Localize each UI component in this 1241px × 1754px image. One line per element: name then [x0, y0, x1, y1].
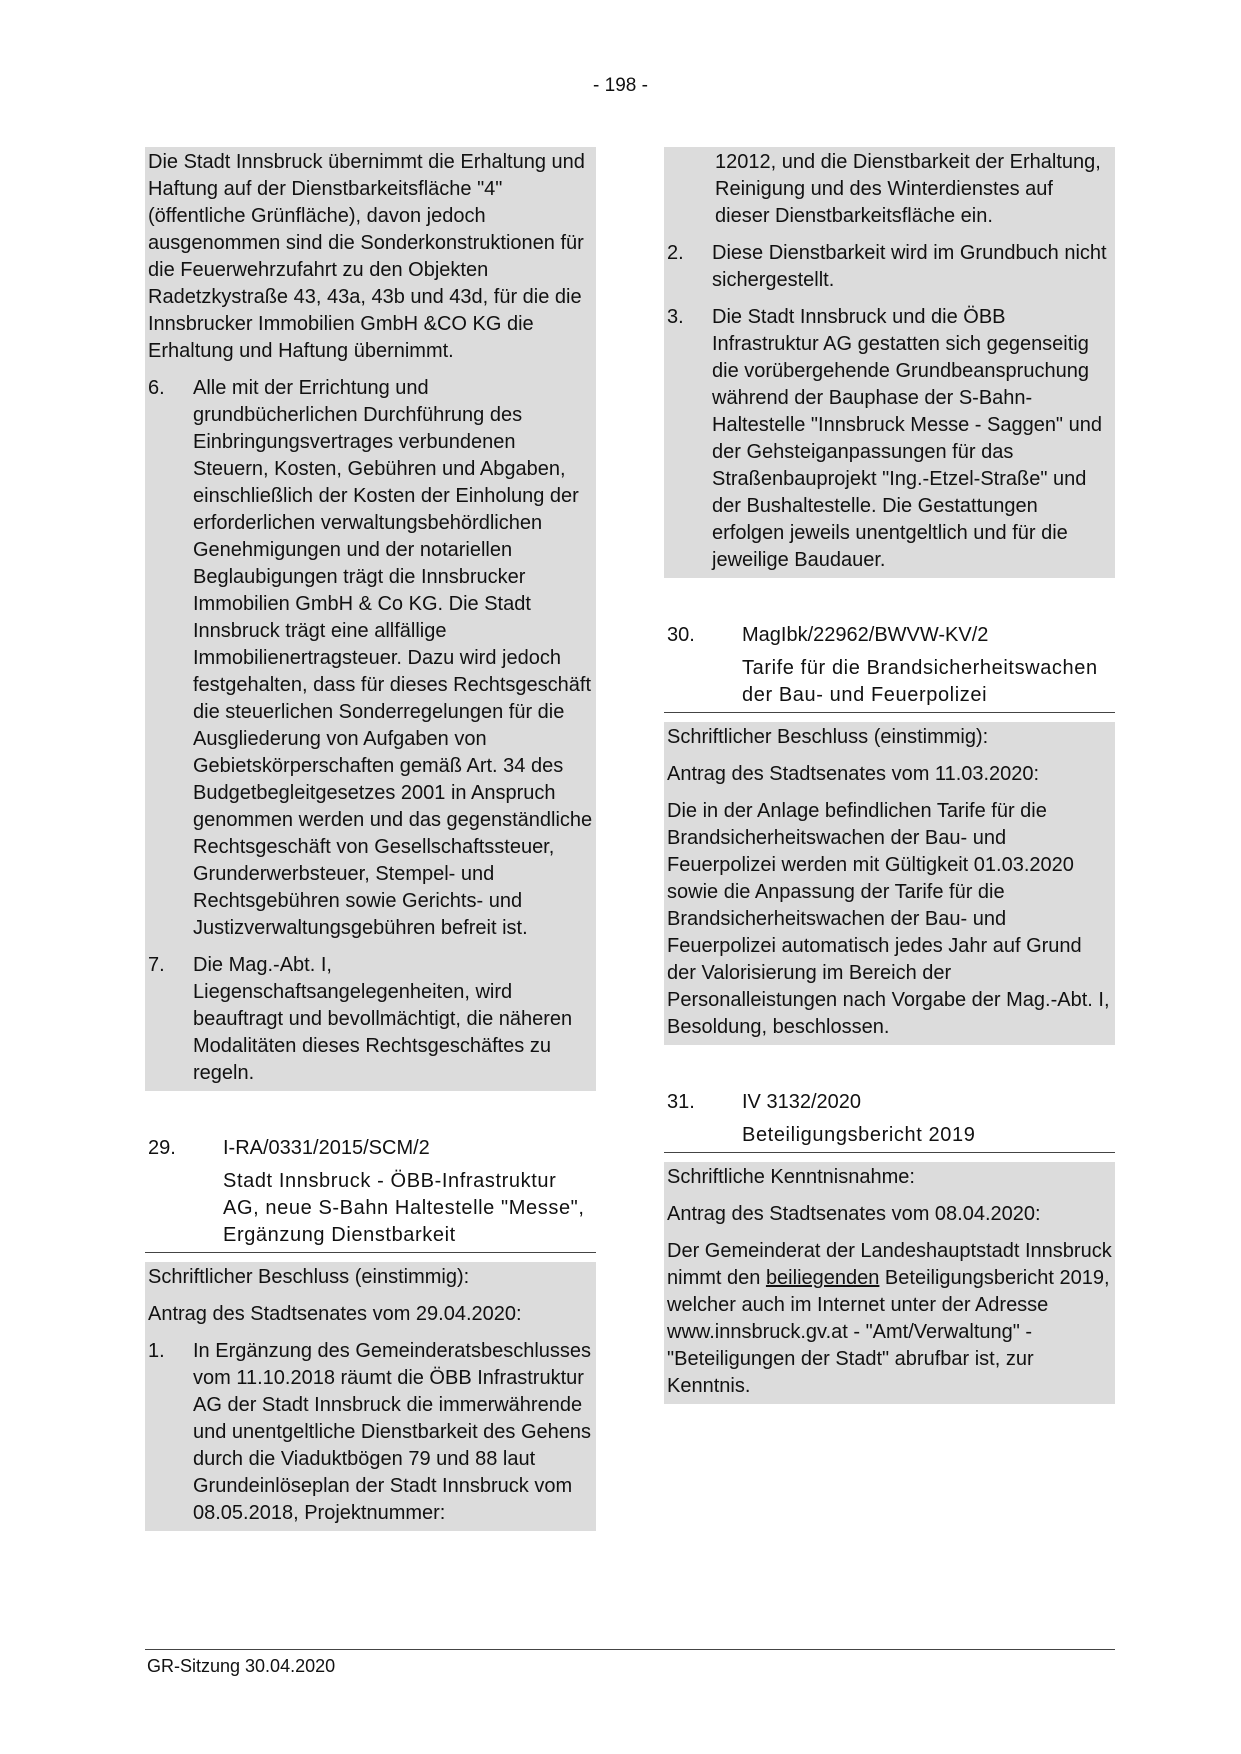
resolution-block	[664, 1162, 1115, 1404]
intro-paragraph: Die Stadt Innsbruck übernimmt die Erhaltung und Haftung auf der Dienstbarkeitsfläche "4" (öffentliche Grünfläche), davon jedoch ausgenommen sind die Sonderkonstruktionen für die Feuerwehrzufahrt zu den Objekten Radetzkystraße 43, 43a, 43b und 43d, für die die Innsbrucker Immobilien GmbH &CO KG die Erhaltung und Haftung übernimmt.	[148, 151, 585, 362]
resolution-block	[145, 1262, 596, 1531]
footer-divider	[145, 1649, 1115, 1650]
list-item	[667, 304, 1112, 574]
list-number: 2.	[667, 242, 684, 264]
list-text: Diese Dienstbarkeit wird im Grundbuch nicht sichergestellt.	[712, 242, 1107, 291]
agenda-item-31	[664, 1089, 1115, 1404]
decision-type: Schriftliche Kenntnisnahme:	[667, 1166, 915, 1188]
agenda-item-29	[145, 1135, 596, 1531]
agenda-number: 31.	[667, 1091, 695, 1113]
decision-type: Schriftlicher Beschluss (einstimmig):	[148, 1266, 470, 1288]
list-item	[667, 240, 1112, 294]
list-item	[148, 375, 593, 942]
divider	[145, 1252, 596, 1253]
divider	[664, 712, 1115, 713]
divider	[664, 1152, 1115, 1153]
resolution-continuation	[664, 147, 1115, 578]
list-text: Die Stadt Innsbruck und die ÖBB Infrastruktur AG gestatten sich gegenseitig die vorübergehende Grundbeanspruchung während der Bauphase der S-Bahn-Haltestelle "Innsbruck Messe - Saggen" und der Gehsteiganpassungen für das Straßenbauprojekt "Ing.-Etzel-Straße" und der Bushaltestelle. Die Gestattungen erfolgen jeweils unentgeltlich und für die jeweilige Baudauer.	[712, 306, 1102, 571]
list-item	[148, 1338, 593, 1527]
agenda-number: 30.	[667, 624, 695, 646]
right-column	[664, 147, 1115, 1404]
agenda-title: Stadt Innsbruck - ÖBB-Infrastruktur AG, neue S-Bahn Haltestelle "Messe", Ergänzung Dienstbarkeit	[223, 1170, 585, 1246]
motion-line: Antrag des Stadtsenates vom 08.04.2020:	[667, 1203, 1041, 1225]
list-item	[148, 952, 593, 1087]
agenda-number: 29.	[148, 1137, 176, 1159]
list-text: Alle mit der Errichtung und grundbücherlichen Durchführung des Einbringungsvertrages verbundenen Steuern, Kosten, Gebühren und Abgaben, einschließlich der Kosten der Einholung der erforderlichen verwaltungsbehördlichen Genehmigungen und der notariellen Beglaubigungen trägt die Innsbrucker Immobilien GmbH & Co KG. Die Stadt Innsbruck trägt eine allfällige Immobilienertragsteuer. Dazu wird jedoch festgehalten, dass für dieses Rechtsgeschäft die steuerlichen Sonderregelungen für die Ausgliederung von Aufgaben von Gebietskörperschaften gemäß Art. 34 des Budgetbegleitgesetzes 2001 in Anspruch genommen werden und das gegenständliche Rechtsgeschäft von Gesellschaftssteuer, Grunderwerbsteuer, Stempel- und Rechtsgebühren sowie Gerichts- und Justizverwaltungsgebühren befreit ist.	[193, 377, 593, 939]
list-number: 6.	[148, 377, 165, 399]
list-number: 3.	[667, 306, 684, 328]
decision-type: Schriftlicher Beschluss (einstimmig):	[667, 726, 989, 748]
resolution-text: Die in der Anlage befindlichen Tarife für die Brandsicherheitswachen der Bau- und Feuerpolizei werden mit Gültigkeit 01.03.2020 sowie die Anpassung der Tarife für die Brandsicherheitswachen der Bau- und Feuerpolizei automatisch jedes Jahr auf Grund der Valorisierung im Bereich der Personalleistungen nach Vorgabe der Mag.-Abt. I, Besoldung, beschlossen.	[667, 800, 1110, 1038]
page-number: - 198 -	[593, 75, 648, 96]
list-number: 7.	[148, 954, 165, 976]
agenda-item-30	[664, 622, 1115, 1045]
list-text: Die Mag.-Abt. I, Liegenschaftsangelegenheiten, wird beauftragt und bevollmächtigt, die näheren Modalitäten dieses Rechtsgeschäftes zu regeln.	[193, 954, 573, 1084]
agenda-reference: IV 3132/2020	[742, 1091, 861, 1113]
resolution-block	[664, 722, 1115, 1045]
resolution-continuation	[145, 147, 596, 1091]
motion-line: Antrag des Stadtsenates vom 11.03.2020:	[667, 763, 1040, 785]
continuation-text: 12012, und die Dienstbarkeit der Erhaltung, Reinigung und des Winterdienstes auf dieser Dienstbarkeitsfläche ein.	[715, 151, 1101, 227]
agenda-title: Tarife für die Brandsicherheitswachen der Bau- und Feuerpolizei	[742, 657, 1098, 706]
motion-line: Antrag des Stadtsenates vom 29.04.2020:	[148, 1303, 522, 1325]
footer-session-date: GR-Sitzung 30.04.2020	[147, 1656, 336, 1676]
resolution-text-start: Der Gemeinderat der Landeshauptstadt Innsbruck nimmt den	[667, 1240, 1112, 1289]
list-text: In Ergänzung des Gemeinderatsbeschlusses vom 11.10.2018 räumt die ÖBB Infrastruktur AG der Stadt Innsbruck die immerwährende und unentgeltliche Dienstbarkeit des Gehens durch die Viaduktbögen 79 und 88 laut Grundeinlöseplan der Stadt Innsbruck vom 08.05.2018, Projektnummer:	[193, 1340, 592, 1524]
left-column	[145, 147, 596, 1531]
agenda-title: Beteiligungsbericht 2019	[742, 1124, 976, 1146]
list-number: 1.	[148, 1340, 165, 1362]
attachment-reference: beiliegenden	[765, 1267, 880, 1289]
agenda-reference: I-RA/0331/2015/SCM/2	[223, 1137, 430, 1159]
resolution-text	[667, 1238, 1112, 1400]
resolution-text-end: Beteiligungsbericht 2019, welcher auch im Internet unter der Adresse www.innsbruck.gv.at - "Amt/Verwaltung" - "Beteiligungen der Stadt" abrufbar ist, zur Kenntnis.	[667, 1267, 1110, 1397]
agenda-reference: MagIbk/22962/BWVW-KV/2	[742, 624, 989, 646]
